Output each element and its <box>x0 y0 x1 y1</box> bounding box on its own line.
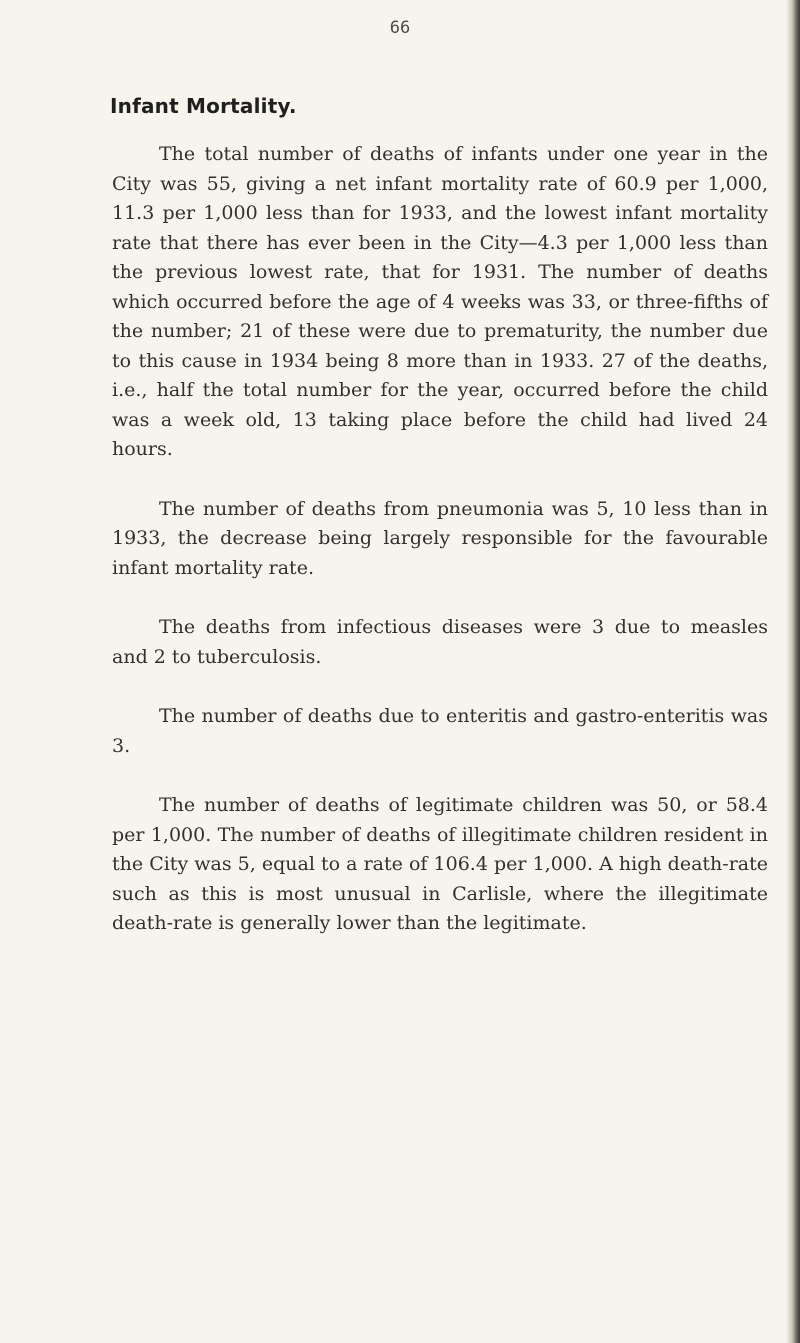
paragraph-infectious-diseases: The deaths from infectious diseases were 3 due to measles and 2 to tuberculosis. <box>112 616 768 668</box>
paragraph-pneumonia: The number of deaths from pneumonia was 5, 10 less than in 1933, the decrease being largely responsible for the favourable infant mortality rate. <box>112 497 768 579</box>
paragraph-infant-deaths: The total number of deaths of infants under one year in the City was 55, giving a net infant mortality rate of 60.9 per 1,000, 11.3 per 1,000 less than for 1933, and the lowest infant mortality rate that there has ever been in the City—4.3 per 1,000 less than the previous lowest rate, that for 1931. The number of deaths which occurred before the age of 4 weeks was 33, or three-fifths of the number; 21 of these were due to prematurity, the number due to this cause in 1934 being 8 more than in 1933. 27 of the deaths, i.e., half the total number for the year, occurred before the child was a week old, 13 taking place before the child had lived 24 hours. <box>112 143 768 460</box>
body-text <box>112 140 768 969</box>
page-number: 66 <box>389 18 411 38</box>
section-heading: Infant Mortality. <box>110 94 297 118</box>
paragraph-legitimate-illegitimate: The number of deaths of legitimate children was 50, or 58.4 per 1,000. The number of deaths of illegitimate children resident in the City was 5, equal to a rate of 106.4 per 1,000. A high death-rate such as this is most unusual in Carlisle, where the illegitimate death-rate is generally lower than the legitimate. <box>112 794 768 934</box>
paragraph-enteritis: The number of deaths due to enteritis and gastro-enteritis was 3. <box>112 705 768 757</box>
page-edge-shadow <box>786 0 800 1343</box>
